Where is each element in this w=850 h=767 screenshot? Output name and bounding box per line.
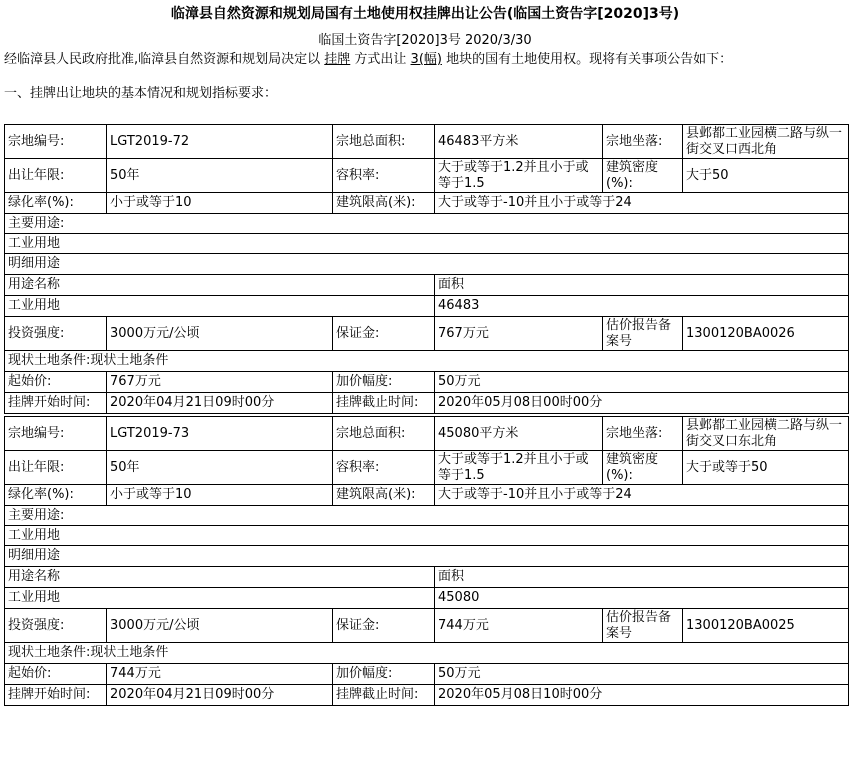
label-use-name: 用途名称 [5, 567, 435, 588]
table-row [5, 254, 849, 275]
label-far: 容积率: [333, 159, 435, 193]
value-far: 大于或等于1.2并且小于或等于1.5 [435, 451, 603, 485]
value-appraisal: 1300120BA0026 [683, 317, 849, 351]
notice-subtitle: 临国土资告字[2020]3号 2020/3/30 [318, 33, 532, 48]
label-term: 出让年限: [5, 451, 107, 485]
value-green: 小于或等于10 [107, 193, 333, 214]
value-start-price: 767万元 [107, 372, 333, 393]
value-use-area: 45080 [435, 588, 849, 609]
value-density: 大于或等于50 [683, 451, 849, 485]
value-total-area: 45080平方米 [435, 417, 603, 451]
table-row [5, 193, 849, 214]
label-investment: 投资强度: [5, 609, 107, 643]
value-location: 县邺都工业园横二路与纵一街交叉口东北角 [683, 417, 849, 451]
table-row [5, 685, 849, 706]
label-main-use: 主要用途: [5, 506, 849, 526]
intro-text-before: 经临漳县人民政府批准,临漳县自然资源和规划局决定以 [4, 52, 325, 67]
table-row [5, 567, 849, 588]
intro-paragraph [4, 50, 850, 70]
lots-container [4, 122, 848, 706]
label-green: 绿化率(%): [5, 485, 107, 506]
label-detail-use: 明细用途 [5, 254, 849, 275]
value-deposit: 767万元 [435, 317, 603, 351]
table-row [5, 351, 849, 372]
label-use-name: 用途名称 [5, 275, 435, 296]
value-term: 50年 [107, 159, 333, 193]
value-end-time: 2020年05月08日10时00分 [435, 685, 849, 706]
value-far: 大于或等于1.2并且小于或等于1.5 [435, 159, 603, 193]
section-heading: 一、挂牌出让地块的基本情况和规划指标要求： [4, 86, 278, 101]
value-investment: 3000万元/公顷 [107, 609, 333, 643]
label-condition: 现状土地条件: [8, 353, 91, 368]
table-row [5, 546, 849, 567]
lot-table [4, 416, 849, 706]
value-deposit: 744万元 [435, 609, 603, 643]
label-start-price: 起始价: [5, 372, 107, 393]
value-parcel-no: LGT2019-73 [107, 417, 333, 451]
label-total-area: 宗地总面积: [333, 417, 435, 451]
label-end-time: 挂牌截止时间: [333, 685, 435, 706]
label-deposit: 保证金: [333, 609, 435, 643]
label-area: 面积 [435, 567, 849, 588]
table-row [5, 417, 849, 451]
label-start-time: 挂牌开始时间: [5, 393, 107, 414]
table-row [5, 526, 849, 546]
label-density: 建筑密度(%): [603, 159, 683, 193]
value-end-time: 2020年05月08日00时00分 [435, 393, 849, 414]
label-height: 建筑限高(米): [333, 193, 435, 214]
label-condition: 现状土地条件: [8, 645, 91, 660]
value-use-name: 工业用地 [5, 296, 435, 317]
label-deposit: 保证金: [333, 317, 435, 351]
table-row [5, 588, 849, 609]
lot-table [4, 124, 849, 414]
value-use-area: 46483 [435, 296, 849, 317]
value-start-price: 744万元 [107, 664, 333, 685]
value-parcel-no: LGT2019-72 [107, 125, 333, 159]
label-start-time: 挂牌开始时间: [5, 685, 107, 706]
label-end-time: 挂牌截止时间: [333, 393, 435, 414]
table-row [5, 664, 849, 685]
intro-method: 挂牌 [324, 52, 351, 67]
value-term: 50年 [107, 451, 333, 485]
value-condition: 现状土地条件 [90, 353, 169, 368]
table-row [5, 372, 849, 393]
value-height: 大于或等于-10并且小于或等于24 [435, 485, 849, 506]
table-row [5, 296, 849, 317]
label-main-use: 主要用途: [5, 214, 849, 234]
table-row [5, 214, 849, 234]
value-investment: 3000万元/公顷 [107, 317, 333, 351]
label-green: 绿化率(%): [5, 193, 107, 214]
label-term: 出让年限: [5, 159, 107, 193]
land-condition [5, 351, 849, 372]
value-location: 县邺都工业园横二路与纵一街交叉口西北角 [683, 125, 849, 159]
value-start-time: 2020年04月21日09时00分 [107, 393, 333, 414]
value-green: 小于或等于10 [107, 485, 333, 506]
intro-count: 3(幅) [410, 52, 442, 67]
value-start-time: 2020年04月21日09时00分 [107, 685, 333, 706]
value-density: 大于50 [683, 159, 849, 193]
label-increment: 加价幅度: [333, 372, 435, 393]
value-appraisal: 1300120BA0025 [683, 609, 849, 643]
table-row [5, 506, 849, 526]
intro-text-after: 地块的国有土地使用权。现将有关事项公告如下： [441, 52, 733, 67]
value-condition: 现状土地条件 [90, 645, 169, 660]
land-condition [5, 643, 849, 664]
table-row [5, 317, 849, 351]
label-location: 宗地坐落: [603, 125, 683, 159]
table-row [5, 393, 849, 414]
label-far: 容积率: [333, 451, 435, 485]
value-height: 大于或等于-10并且小于或等于24 [435, 193, 849, 214]
table-row [5, 234, 849, 254]
table-row [5, 451, 849, 485]
label-density: 建筑密度(%): [603, 451, 683, 485]
table-row [5, 125, 849, 159]
label-height: 建筑限高(米): [333, 485, 435, 506]
value-total-area: 46483平方米 [435, 125, 603, 159]
value-increment: 50万元 [435, 664, 849, 685]
table-row [5, 275, 849, 296]
label-start-price: 起始价: [5, 664, 107, 685]
intro-text-middle: 方式出让 [350, 52, 411, 67]
label-detail-use: 明细用途 [5, 546, 849, 567]
value-main-use: 工业用地 [5, 526, 849, 546]
table-row [5, 159, 849, 193]
label-parcel-no: 宗地编号: [5, 417, 107, 451]
label-increment: 加价幅度: [333, 664, 435, 685]
table-row [5, 485, 849, 506]
label-area: 面积 [435, 275, 849, 296]
notice-title: 临漳县自然资源和规划局国有土地使用权挂牌出让公告(临国土资告字[2020]3号) [170, 6, 680, 22]
value-use-name: 工业用地 [5, 588, 435, 609]
table-row [5, 609, 849, 643]
label-appraisal: 估价报告备案号 [603, 317, 683, 351]
label-parcel-no: 宗地编号: [5, 125, 107, 159]
table-row [5, 643, 849, 664]
value-increment: 50万元 [435, 372, 849, 393]
label-location: 宗地坐落: [603, 417, 683, 451]
label-appraisal: 估价报告备案号 [603, 609, 683, 643]
value-main-use: 工业用地 [5, 234, 849, 254]
label-investment: 投资强度: [5, 317, 107, 351]
label-total-area: 宗地总面积: [333, 125, 435, 159]
